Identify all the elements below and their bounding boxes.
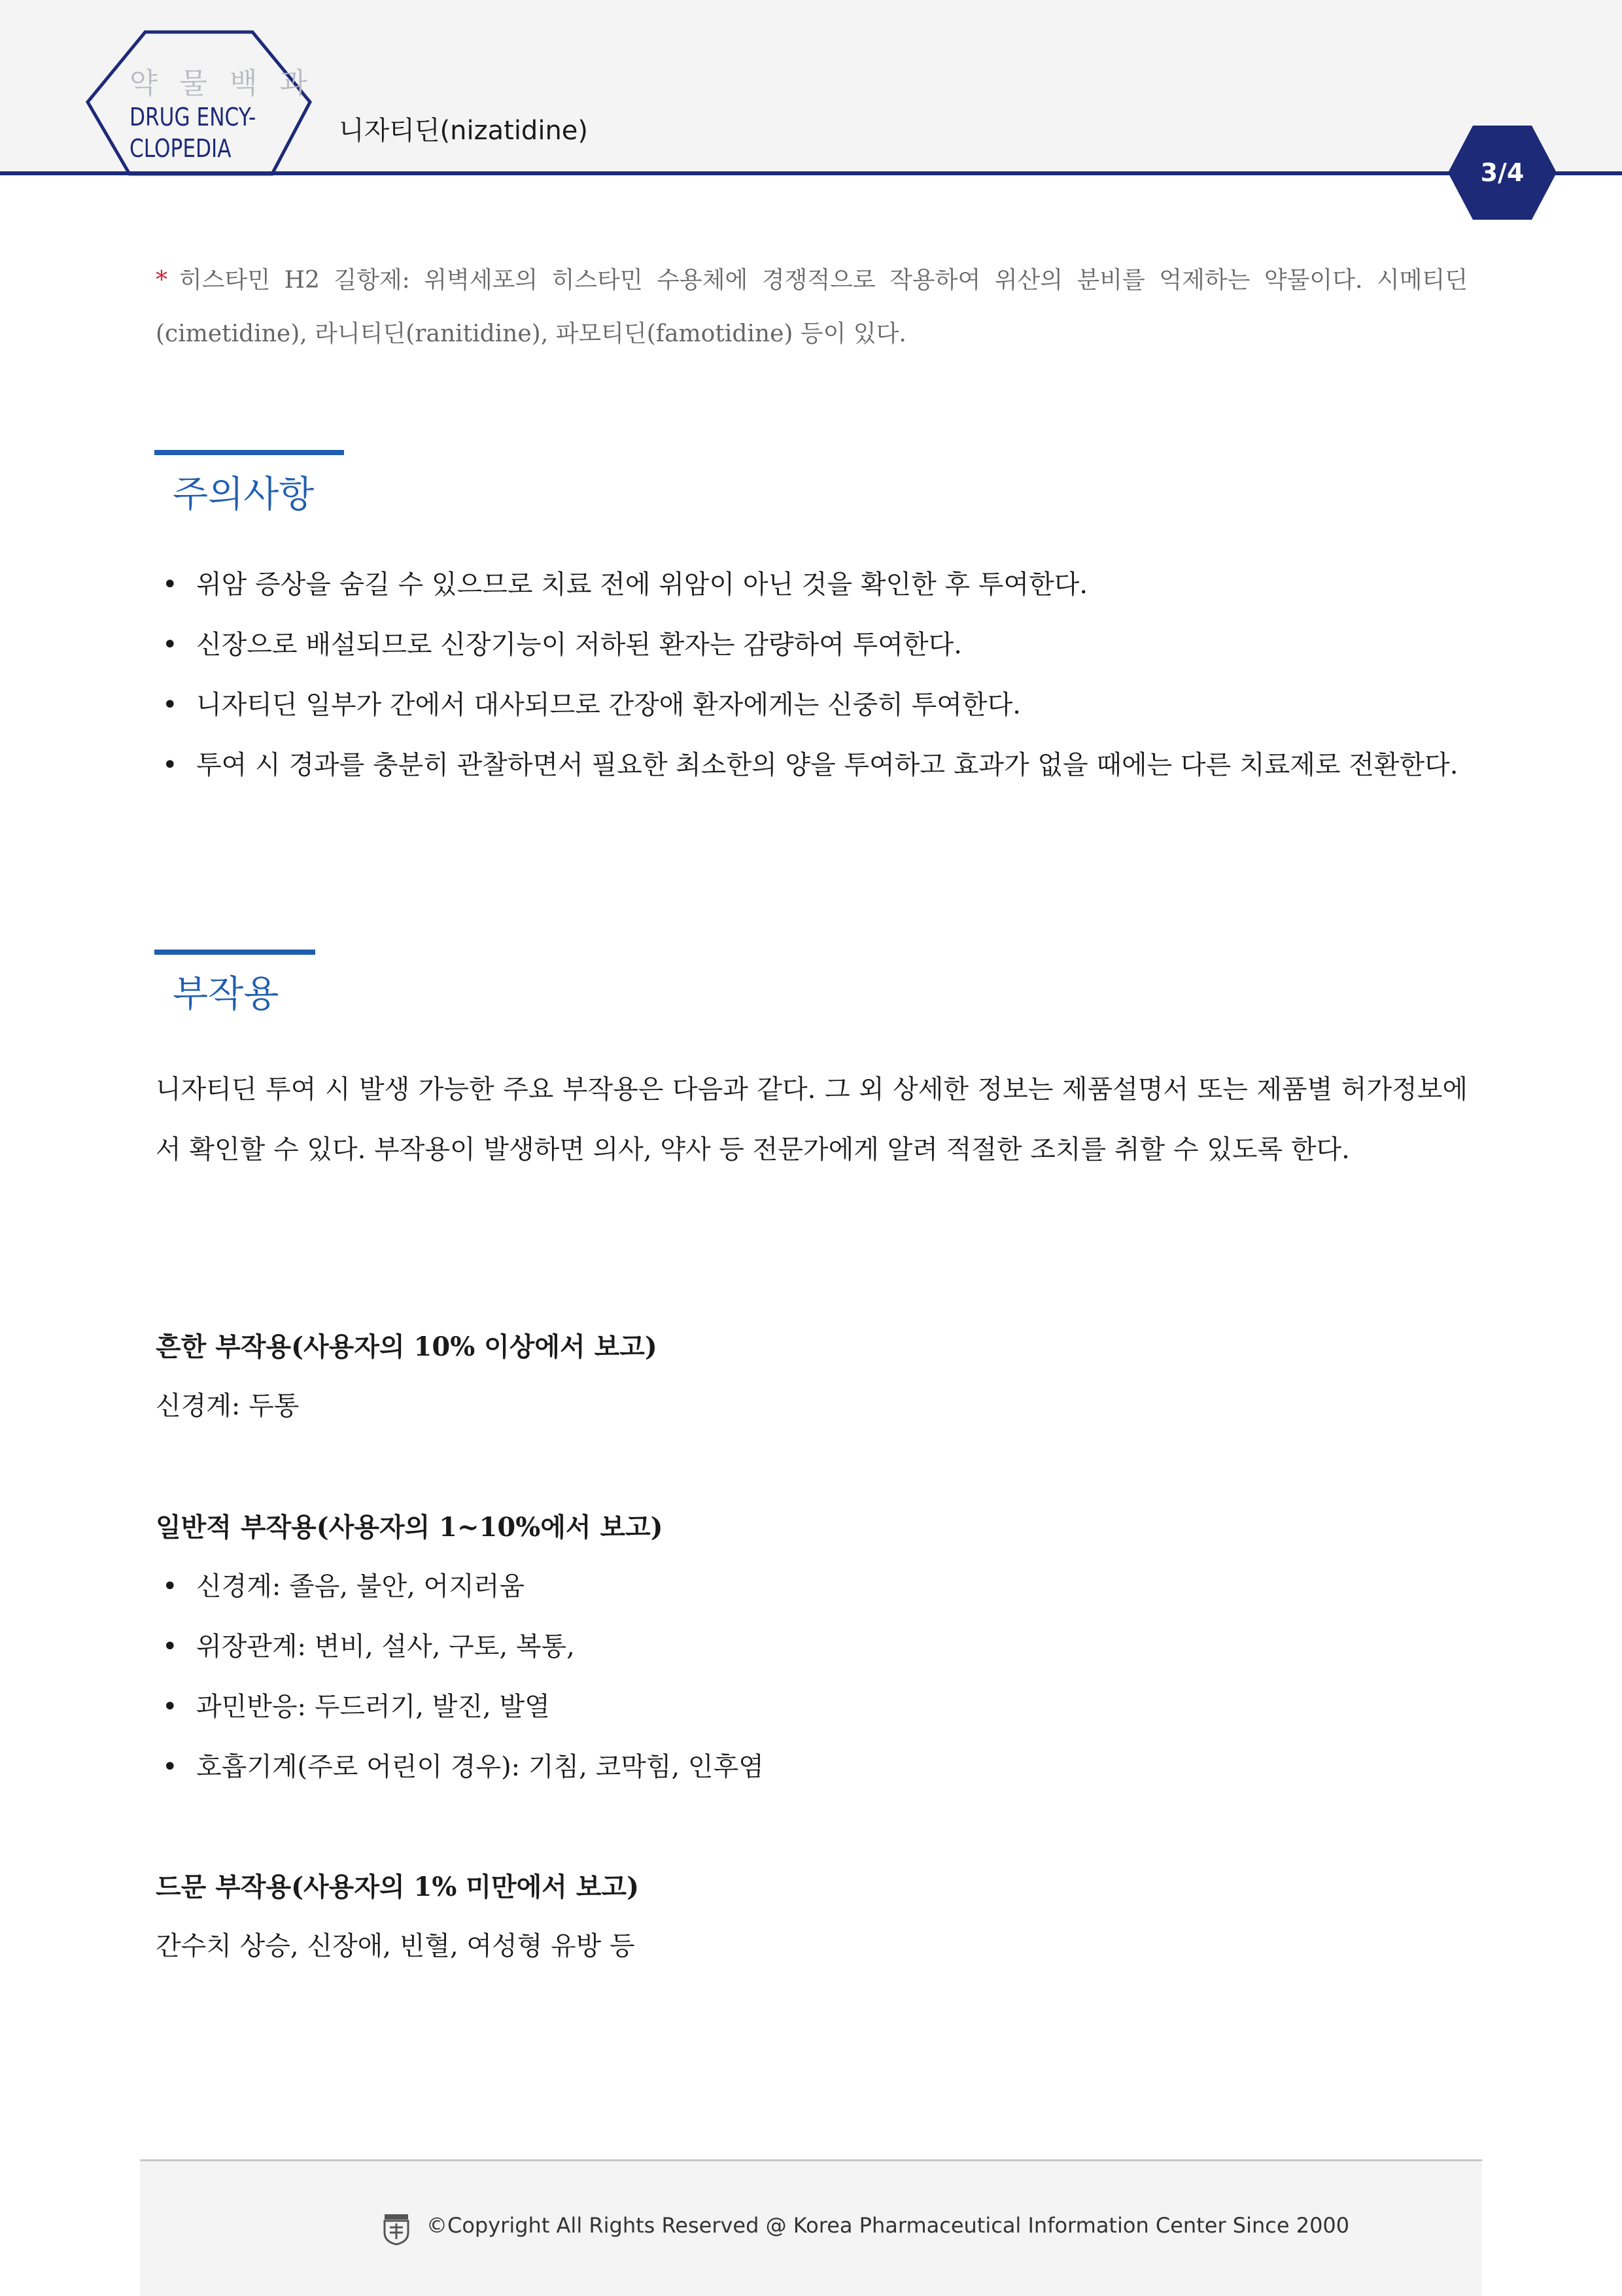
bullet: • (162, 1752, 178, 1782)
precaution-item-text: 투여 시 경과를 충분히 관찰하면서 필요한 최소한의 양을 투여하고 효과가 없을 때에는 다른 치료제로 전환한다. (196, 750, 1458, 780)
page-number: 3/4 (1480, 158, 1525, 187)
common-side-effects-heading: 흔한 부작용(사용자의 10% 이상에서 보고) (156, 1331, 657, 1362)
side-effects-intro: 니자티딘 투여 시 발생 가능한 주요 부작용은 다음과 같다. 그 외 상세한 정보는 제품설명서 또는 제품별 허가정보에서 확인할 수 있다. 부작용이 발생하면 의사, 약사 등 전문가에게 알려 적절한 조치를 취할 수 있도록 한다. (156, 1074, 1468, 1165)
list-item (156, 1737, 1468, 1797)
bullet: • (162, 690, 178, 720)
precaution-item-text: 니자티딘 일부가 간에서 대사되므로 간장애 환자에게는 신중히 투여한다. (196, 690, 1021, 720)
general-side-effect-text: 과민반응: 두드러기, 발진, 발열 (196, 1692, 550, 1722)
list-item (156, 555, 1468, 615)
bullet: • (162, 570, 178, 600)
copyright-text: ©Copyright All Rights Reserved @ Korea Pharmaceutical Information Center Since 2000 (426, 2213, 1350, 2238)
list-item (156, 735, 1468, 795)
bullet: • (162, 750, 178, 780)
section-title-side-effects: 부작용 (173, 973, 279, 1016)
general-side-effect-text: 신경계: 졸음, 불안, 어지러움 (196, 1571, 525, 1602)
rare-side-effects-text: 간수치 상승, 신장애, 빈혈, 여성형 유방 등 (156, 1931, 635, 1961)
footnote (156, 254, 1468, 361)
precaution-item-text: 신장으로 배설되므로 신장기능이 저하된 환자는 감량하여 투여한다. (196, 630, 962, 660)
list-item (156, 1556, 1468, 1617)
section-bar-side-effects (154, 950, 315, 955)
precaution-item-text: 위암 증상을 숨길 수 있으므로 치료 전에 위암이 아닌 것을 확인한 후 투여한다. (196, 570, 1088, 600)
list-item (156, 615, 1468, 675)
bullet: • (162, 630, 178, 660)
logo-english-line2: CLOPEDIA (129, 134, 232, 163)
drug-title: 니자티딘(nizatidine) (339, 116, 589, 146)
section-title-precautions: 주의사항 (173, 473, 315, 516)
footnote-text: 히스타민 H2 길항제: 위벽세포의 히스타민 수용체에 경쟁적으로 작용하여 위산의 분비를 억제하는 약물이다. 시메티딘(cimetidine), 라니티딘(ranitidine), 파모티딘(famotidine) 등이 있다. (156, 267, 1468, 347)
bullet: • (162, 1632, 178, 1662)
list-item (156, 1617, 1468, 1677)
general-side-effect-text: 호흡기계(주로 어린이 경우): 기침, 코막힘, 인후염 (196, 1752, 764, 1782)
section-bar-precautions (154, 450, 344, 455)
general-side-effects-heading: 일반적 부작용(사용자의 1~10%에서 보고) (156, 1512, 663, 1543)
logo-korean-text: 약 물 백 과 (129, 67, 314, 100)
list-item (156, 1677, 1468, 1737)
rare-side-effects-heading: 드문 부작용(사용자의 1% 미만에서 보고) (156, 1872, 639, 1902)
list-item (156, 675, 1468, 735)
logo-english-line1: DRUG ENCY- (129, 103, 256, 131)
footnote-marker: * (156, 267, 167, 294)
bullet: • (162, 1692, 178, 1722)
general-side-effect-text: 위장관계: 변비, 설사, 구토, 복통, (196, 1632, 575, 1662)
bullet: • (162, 1571, 178, 1602)
crest-icon (382, 2213, 411, 2246)
common-side-effects-text: 신경계: 두통 (156, 1391, 300, 1421)
